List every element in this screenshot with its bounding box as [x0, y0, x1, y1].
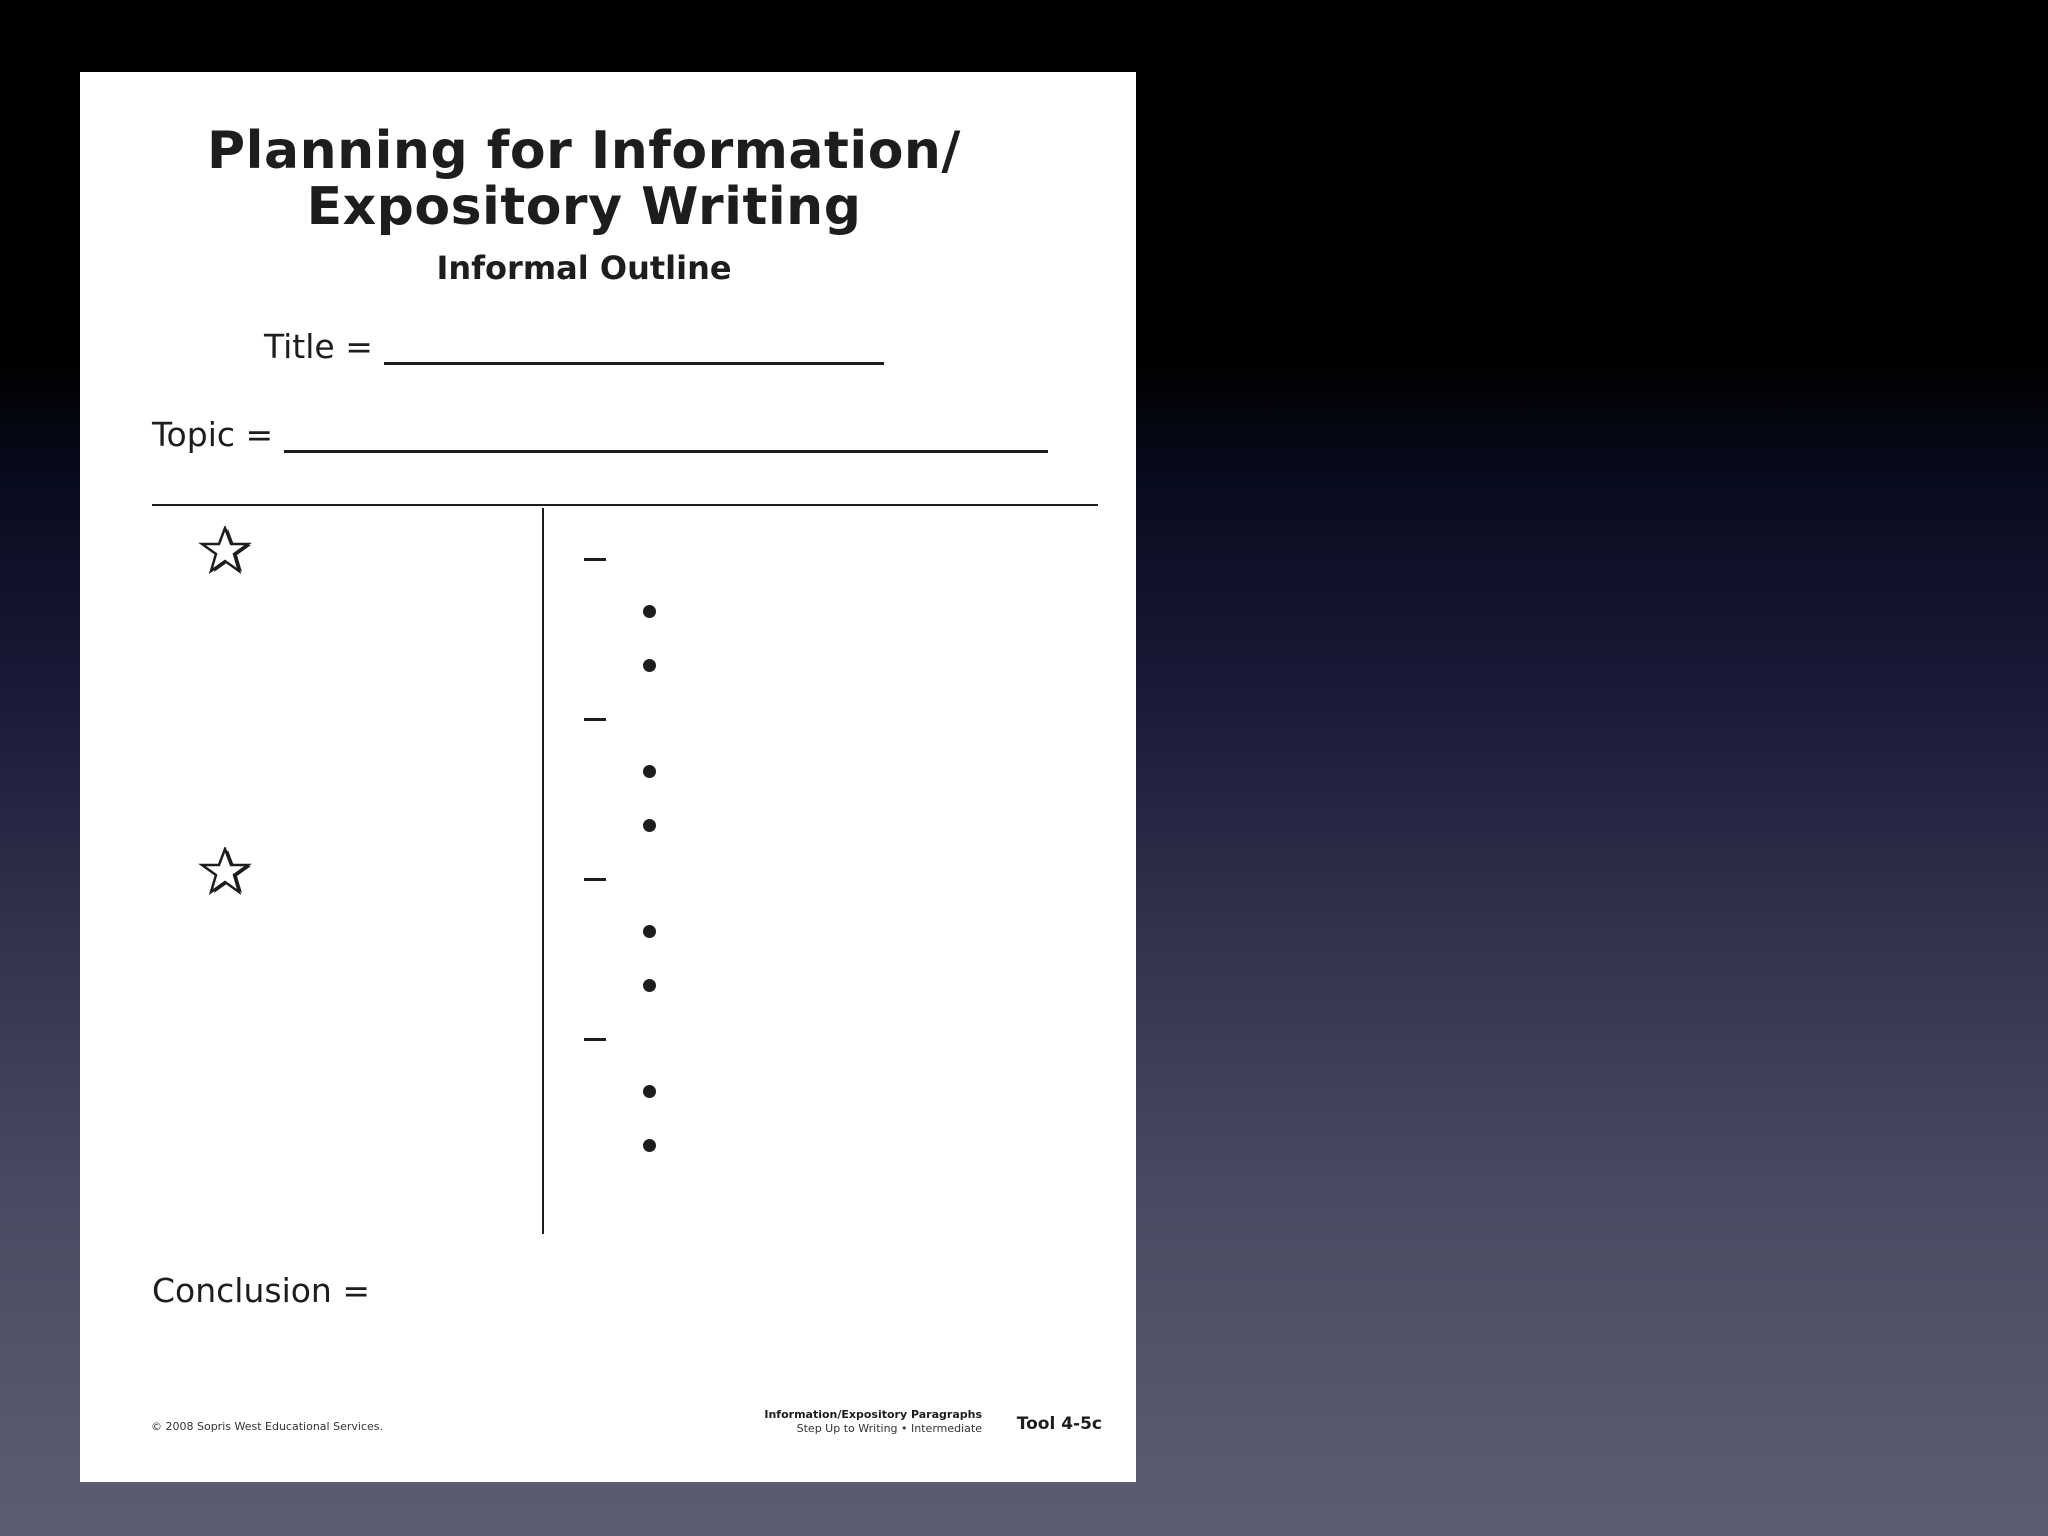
bullet-icon: [643, 605, 656, 618]
conclusion-label: Conclusion =: [152, 1271, 370, 1310]
outline-divider-vertical: [542, 508, 544, 1234]
bullet-icon: [643, 659, 656, 672]
tool-id: Tool 4-5c: [1016, 1414, 1102, 1434]
bullet-icon: [643, 819, 656, 832]
bullet-icon: [643, 979, 656, 992]
book-info: [764, 1408, 982, 1436]
worksheet-page: [80, 72, 1136, 1482]
copyright-text: © 2008 Sopris West Educational Services.: [151, 1420, 383, 1433]
star-icon: [198, 847, 254, 897]
title-label: Title =: [264, 327, 373, 366]
bullet-icon: [643, 925, 656, 938]
dash-icon: [584, 558, 606, 561]
book-title: Information/Expository Paragraphs: [764, 1408, 982, 1421]
outline-divider-horizontal: [152, 504, 1098, 506]
worksheet-subtitle: Informal Outline: [436, 249, 732, 287]
dash-icon: [584, 1038, 606, 1041]
bullet-icon: [643, 1139, 656, 1152]
bullet-icon: [643, 765, 656, 778]
book-series: Step Up to Writing • Intermediate: [796, 1422, 982, 1435]
bullet-icon: [643, 1085, 656, 1098]
star-icon: [198, 526, 254, 576]
topic-label: Topic =: [152, 415, 274, 454]
dash-icon: [584, 878, 606, 881]
worksheet-title-line-1: Planning for Information/: [207, 121, 961, 181]
worksheet-title-line-2: Expository Writing: [306, 177, 862, 237]
topic-blank-line: [284, 450, 1048, 453]
dash-icon: [584, 718, 606, 721]
title-blank-line: [384, 362, 884, 365]
